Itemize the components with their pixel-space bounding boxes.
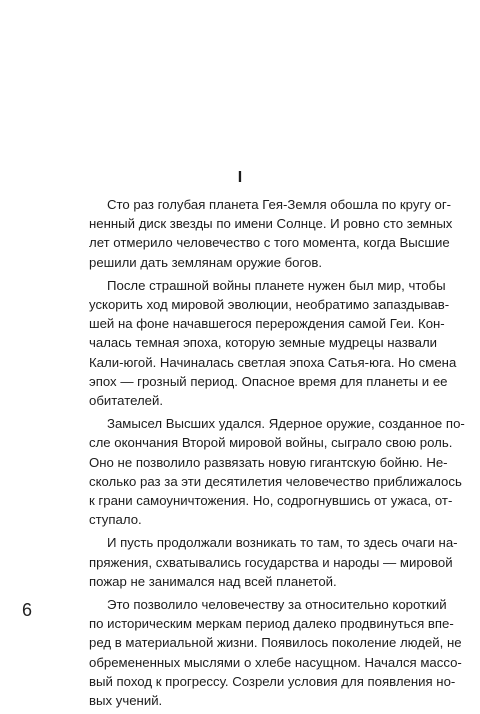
text-line: лет отмерило человечество с того момента, когда Высшие <box>89 235 450 251</box>
chapter-number: I <box>237 169 243 186</box>
text-line: Замысел Высших удался. Ядерное оружие, созданное по- <box>107 416 465 432</box>
text-line: обремененных мыслями о хлебе насущном. Начался массо- <box>89 654 462 670</box>
text-line: И пусть продолжали возникать то там, то здесь очаги на- <box>107 535 458 551</box>
text-line: Кали-югой. Начиналась светлая эпоха Сатья-юга. Но смена <box>89 354 457 370</box>
text-line: ред в материальной жизни. Появилось поколение людей, не <box>89 635 462 651</box>
body-text <box>89 195 465 714</box>
page-number: 6 <box>22 600 33 620</box>
text-line: сколько раз за эти десятилетия человечество приближалось <box>89 473 462 489</box>
text-line: шей на фоне начавшегося перерождения самой Геи. Кон- <box>89 316 445 332</box>
paragraph-5 <box>89 595 462 710</box>
text-line: Оно не позволило развязать новую гигантскую бойню. Не- <box>89 454 448 470</box>
text-line: сле окончания Второй мировой войны, сыграло свою роль. <box>89 435 453 451</box>
text-line: к грани самоуничтожения. Но, содрогнувшись от ужаса, от- <box>89 493 453 509</box>
text-line: решили дать землянам оружие богов. <box>89 254 322 270</box>
text-line: обитателей. <box>89 393 164 409</box>
text-line: ступало. <box>89 512 142 528</box>
paragraph-1 <box>89 195 453 272</box>
paragraph-3 <box>89 414 465 529</box>
text-line: ускорить ход мировой эволюции, необратимо запаздывав- <box>89 297 450 313</box>
text-line: эпох — грозный период. Опасное время для планеты и ее <box>89 373 448 389</box>
text-line: пряжения, схватывались государства и народы — мировой <box>89 554 453 570</box>
text-line: Это позволило человечеству за относительно короткий <box>107 597 447 613</box>
paragraph-2 <box>89 276 457 410</box>
paragraph-4 <box>89 533 458 591</box>
text-line: ненный диск звезды по имени Солнце. И ровно сто земных <box>89 216 453 232</box>
text-line: по историческим меркам период далеко продвинуться впе- <box>89 616 454 632</box>
text-line: пожар не занимался над всей планетой. <box>89 573 337 589</box>
text-line: вых учений. <box>89 693 163 709</box>
text-line: чалась темная эпоха, которую земные мудрецы назвали <box>89 335 438 351</box>
text-line: вый поход к прогрессу. Созрели условия для появления но- <box>89 673 456 689</box>
text-line: После страшной войны планете нужен был мир, чтобы <box>107 277 446 293</box>
text-line: Сто раз голубая планета Гея-Земля обошла по кругу ог- <box>107 197 452 212</box>
